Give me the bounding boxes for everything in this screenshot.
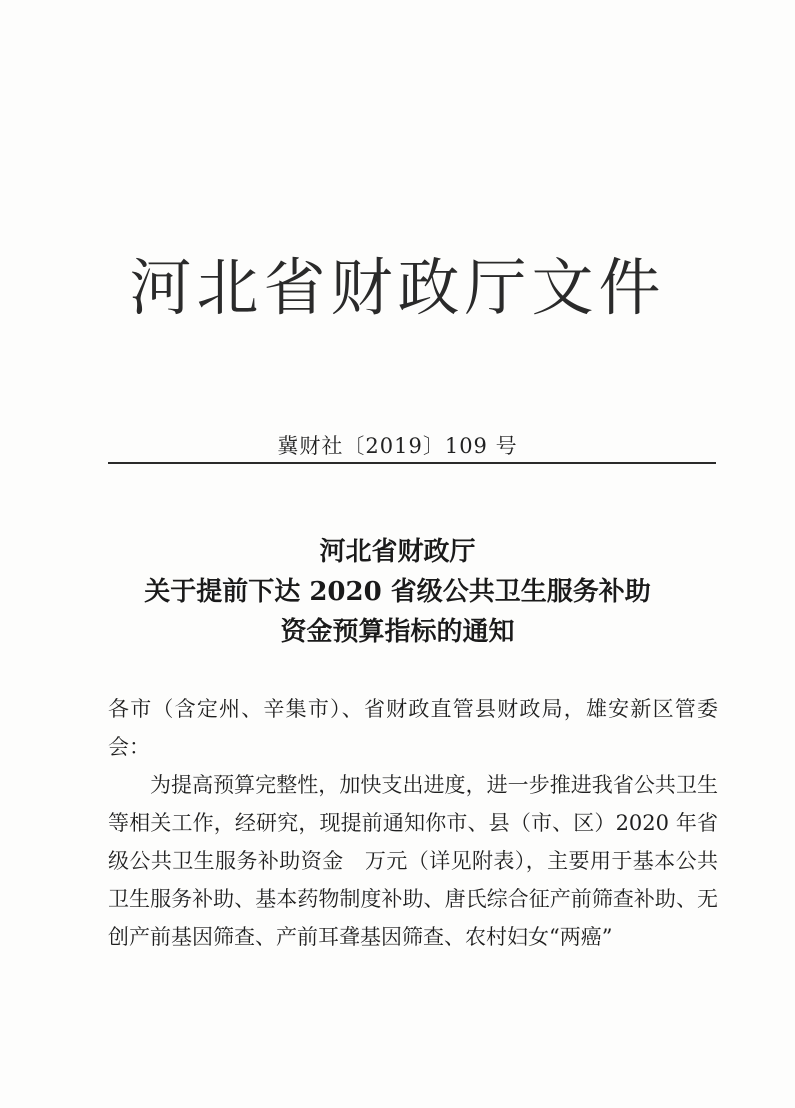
title-line-subject: 关于提前下达 2020 省级公共卫生服务补助 bbox=[144, 577, 651, 607]
document-body bbox=[108, 690, 718, 956]
salutation: 各市（含定州、辛集市）、省财政直管县财政局，雄安新区管委会： bbox=[108, 697, 718, 759]
document-header: 河北省财政厅文件 bbox=[129, 251, 666, 324]
body-paragraph: 为提高预算完整性，加快支出进度，进一步推进我省公共卫生等相关工作，经研究，现提前通知你市、县（市、区）2020 年省级公共卫生服务补助资金 万元（详见附表），主要用于基本公共卫生服务补助、基本药物制度补助、唐氏综合征产前筛查补助、无创产前基因筛查、产前耳聋基因筛查、农村妇女“两癌” bbox=[108, 773, 718, 949]
document-title bbox=[0, 532, 795, 652]
document-number: 冀财社〔2019〕109 号 bbox=[277, 434, 518, 458]
title-line-subject-end: 资金预算指标的通知 bbox=[280, 617, 515, 647]
title-line-issuer: 河北省财政厅 bbox=[319, 537, 476, 567]
header-divider bbox=[108, 462, 716, 464]
